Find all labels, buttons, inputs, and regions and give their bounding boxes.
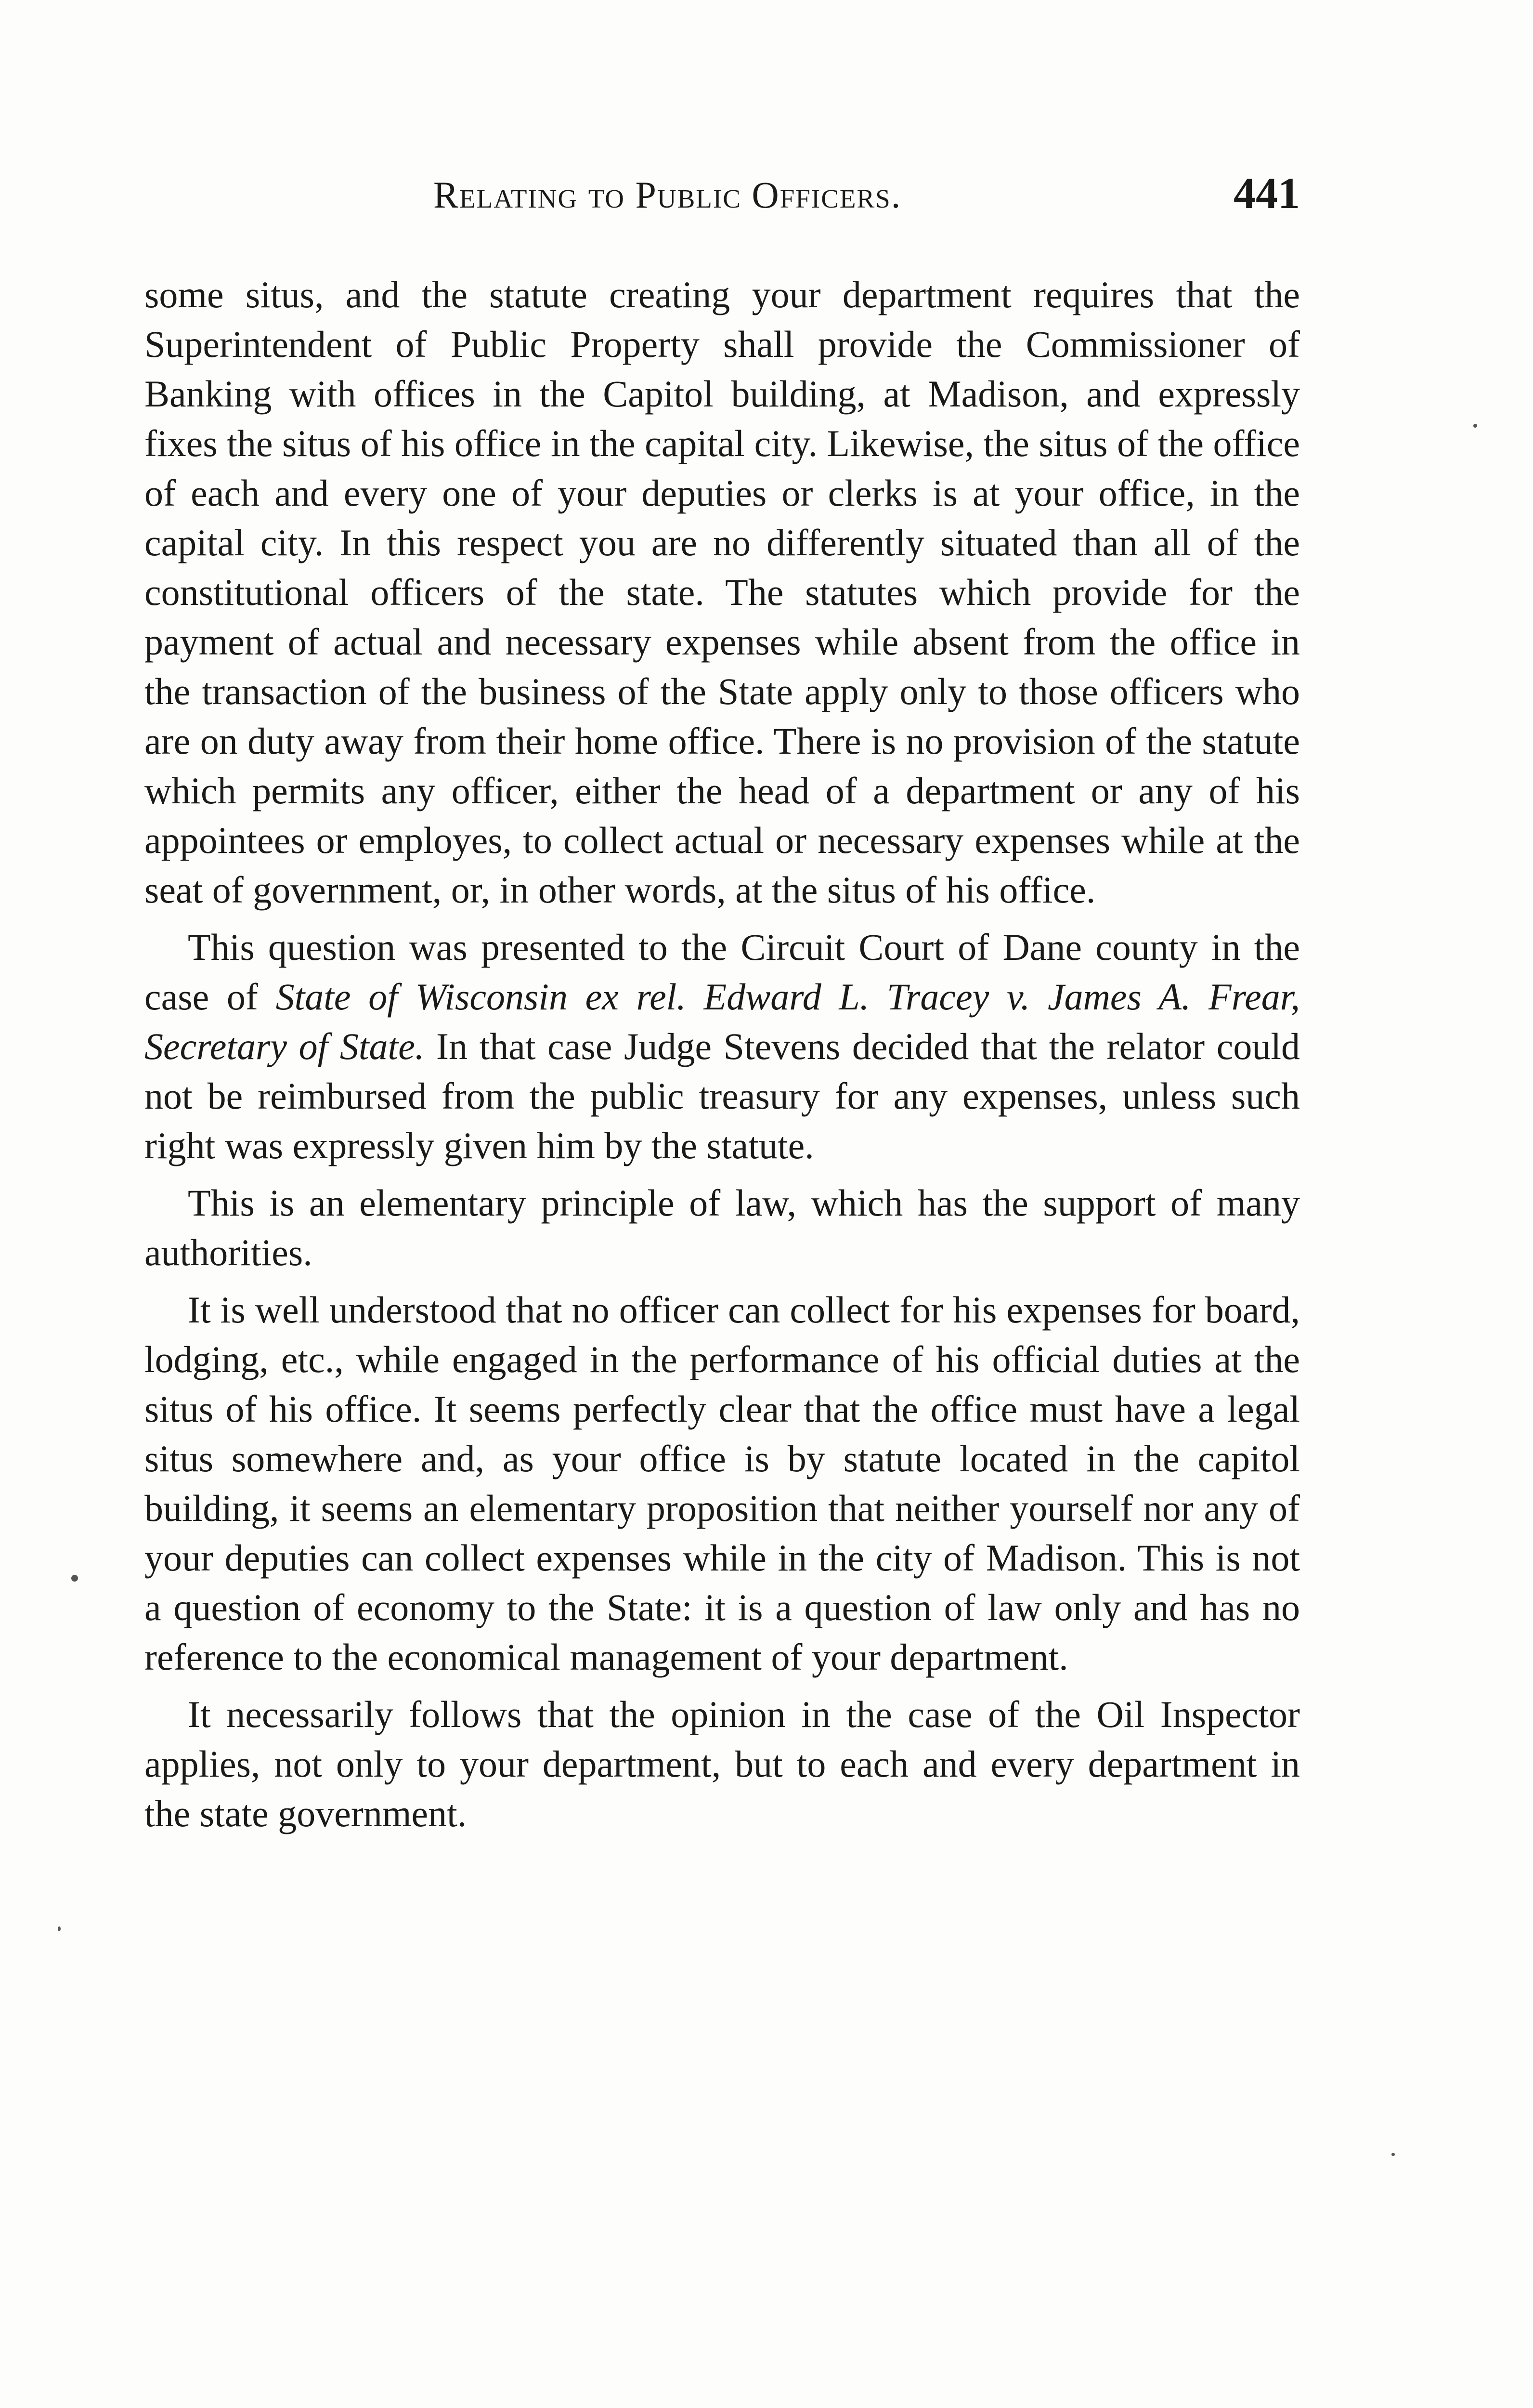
ink-speck [58, 1926, 61, 1931]
paragraph-2-text-a: This question was presented to the Circuit Court of Dane county in the case of [144, 926, 1300, 1018]
running-title: Relating to Public Officers. [433, 174, 902, 216]
paragraph-5: It necessarily follows that the opinion in the case of the Oil Inspector applies, not only to your department, but to each and every department in the state government. [144, 1693, 1300, 1834]
running-head [144, 169, 1319, 226]
ink-speck [71, 1575, 78, 1582]
paragraph-4: It is well understood that no officer can collect for his expenses for board, lodging, etc., while engaged in the performance of his official duties at the situs of his office. It seems perfectly clear that the office must have a legal situs somewhere and, as your office is by statute located in the capitol building, it seems an elementary proposition that neither yourself nor any of your deputies can collect expenses while in the city of Madison. This is not a question of economy to the State: it is a question of law only and has no reference to the economical management of your department. [144, 1289, 1300, 1678]
page-number: 441 [1234, 169, 1300, 218]
paragraph-2-text-b: In that case Judge Stevens decided that the relator could not be reimbursed from the public treasury for any expenses, unless such right was expressly given him by the statute. [144, 1025, 1300, 1166]
body-text [144, 270, 1300, 1846]
ink-speck [1473, 424, 1477, 428]
paragraph-1: some situs, and the statute creating your department requires that the Superintendent of Public Property shall provide the Commissioner of Banking with offices in the Capitol building, at Madison, and expressly fixes the situs of his office in the capital city. Likewise, the situs of the office of each and every one of your deputies or clerks is at your office, in the capital city. In this respect you are no differently situated than all of the constitutional officers of the state. The statutes which provide for the payment of actual and necessary expenses while absent from the office in the transaction of the business of the State apply only to those officers who are on duty away from their home office. There is no provision of the statute which permits any officer, either the head of a department or any of his appointees or employes, to collect actual or necessary expenses while at the seat of government, or, in other words, at the situs of his office. [144, 274, 1300, 911]
paragraph-2 [144, 922, 1300, 1170]
ink-speck [1391, 2153, 1395, 2156]
paragraph-3: This is an elementary principle of law, which has the support of many authorities. [144, 1182, 1300, 1273]
case-citation: State of Wisconsin ex rel. Edward L. Tracey v. James A. Frear, Secretary of State. [144, 976, 1300, 1067]
